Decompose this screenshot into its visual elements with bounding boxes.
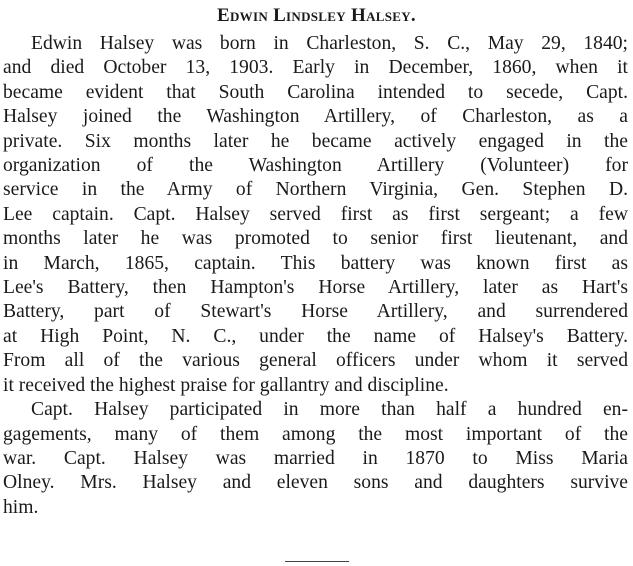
text-line: war. Capt. Halsey was married in 1870 to Miss Maria <box>3 447 628 469</box>
text-line: organization of the Washington Artillery (Volunteer) for <box>3 155 628 177</box>
text-line: Lee captain. Capt. Halsey served first as first sergeant; a few <box>3 203 628 225</box>
text-line: private. Six months later he became actively engaged in the <box>3 130 628 152</box>
text-line: him. <box>3 496 39 518</box>
text-line: at High Point, N. C., under the name of Halsey's Battery. <box>3 325 628 347</box>
text-line: became evident that South Carolina intended to secede, Capt. <box>3 81 628 103</box>
text-line: Edwin Halsey was born in Charleston, S. C., May 29, 1840; <box>31 33 628 54</box>
section-divider <box>285 561 349 562</box>
text-line: Lee's Battery, then Hampton's Horse Artillery, later as Hart's <box>3 277 628 299</box>
text-line: Capt. Halsey participated in more than half a hundred en- <box>31 399 628 421</box>
text-line: in March, 1865, captain. This battery was known first as <box>3 252 628 274</box>
article-body <box>3 32 628 520</box>
text-line: Battery, part of Stewart's Horse Artillery, and surrendered <box>3 301 628 323</box>
paragraph-1 <box>3 32 628 398</box>
text-line: it received the highest praise for gallantry and discipline. <box>3 374 449 396</box>
page-title: Edwin Lindsley Halsey. <box>217 5 416 26</box>
text-line: and died October 13, 1903. Early in December, 1860, when it <box>3 57 628 79</box>
text-line: Olney. Mrs. Halsey and eleven sons and daughters survive <box>3 472 628 494</box>
text-line: service in the Army of Northern Virginia, Gen. Stephen D. <box>3 179 628 201</box>
text-line: gagements, many of them among the most important of the <box>3 423 628 445</box>
paragraph-2 <box>3 398 628 520</box>
text-line: Halsey joined the Washington Artillery, of Charleston, as a <box>3 106 628 128</box>
text-line: months later he was promoted to senior first lieutenant, and <box>3 228 628 250</box>
text-line: From all of the various general officers under whom it served <box>3 350 628 372</box>
